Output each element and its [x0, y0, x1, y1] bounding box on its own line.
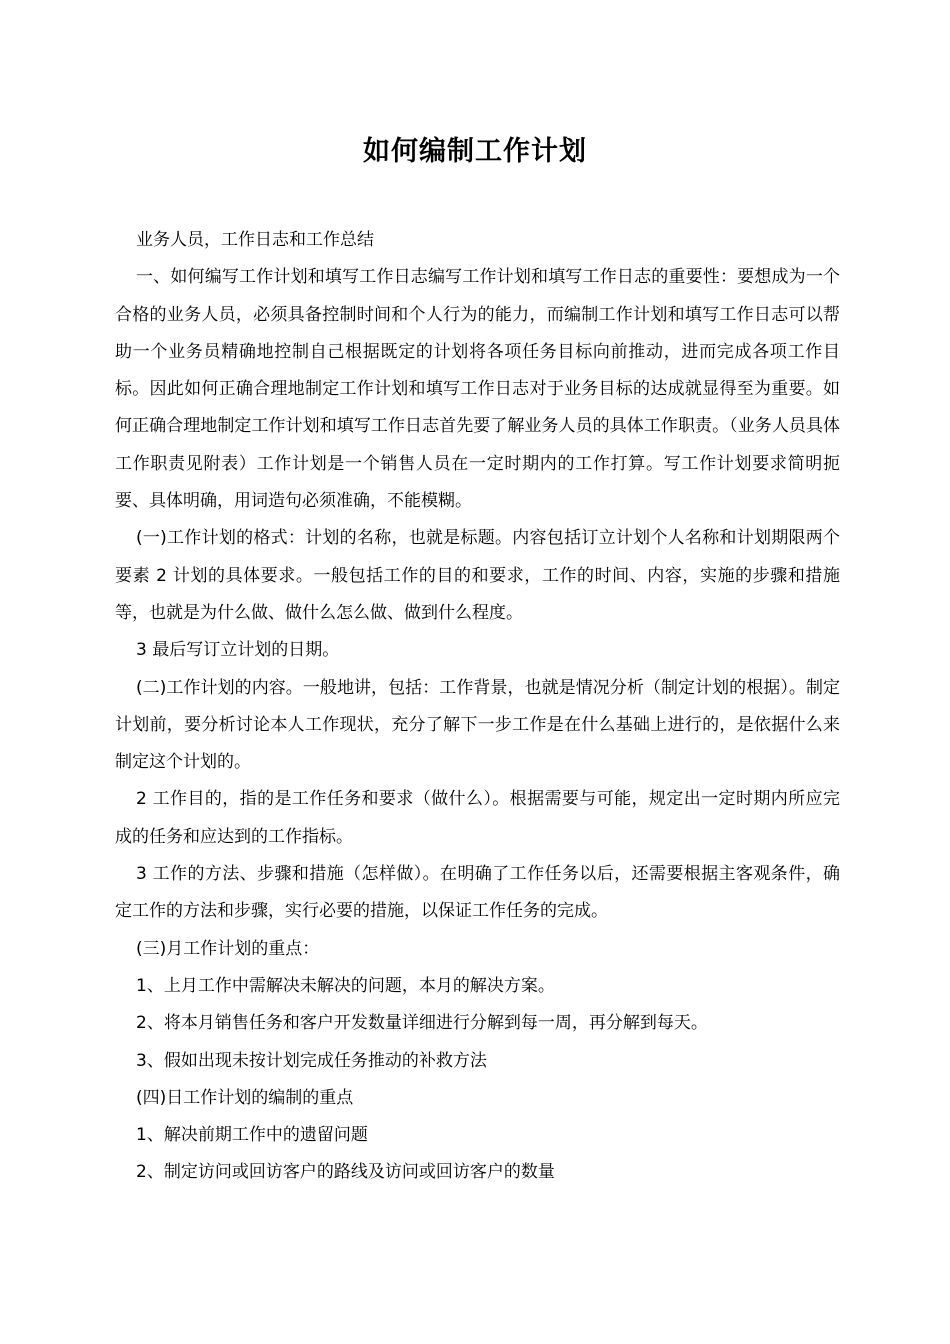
paragraph-monthly-heading: (三)月工作计划的重点： [136, 938, 320, 959]
paragraph-plan-methods: 3 工作的方法、步骤和措施（怎样做）。在明确了工作任务以后，还需要根据主客观条件，确定工作的方法和步骤，实行必要的措施，以保证工作任务的完成。 [115, 864, 840, 922]
paragraph-daily-heading: (四)日工作计划的编制的重点 [136, 1087, 354, 1108]
paragraph-monthly-item-2: 2、将本月销售任务和客户开发数量详细进行分解到每一周，再分解到每天。 [136, 1013, 708, 1034]
paragraph-plan-format: (一)工作计划的格式：计划的名称，也就是标题。内容包括订立计划个人名称和计划期限两个要素 2 计划的具体要求。一般包括工作的目的和要求，工作的时间、内容，实施的步骤和措施等，也就是为什么做、做什么怎么做、做到什么程度。 [115, 528, 840, 623]
document-title: 如何编制工作计划 [363, 136, 587, 167]
paragraph-plan-purpose: 2 工作目的，指的是工作任务和要求（做什么）。根据需要与可能，规定出一定时期内所应完成的任务和应达到的工作指标。 [115, 789, 840, 847]
paragraph-plan-date: 3 最后写订立计划的日期。 [136, 640, 340, 661]
paragraph-monthly-item-3: 3、假如出现未按计划完成任务推动的补救方法 [136, 1050, 487, 1071]
paragraph-daily-item-1: 1、解决前期工作中的遗留问题 [136, 1125, 368, 1146]
paragraph-intro: 业务人员，工作日志和工作总结 [136, 230, 374, 250]
document-body [115, 222, 840, 1192]
paragraph-daily-item-2: 2、制定访问或回访客户的路线及访问或回访客户的数量 [136, 1162, 555, 1183]
paragraph-monthly-item-1: 1、上月工作中需解决未解决的问题，本月的解决方案。 [136, 975, 555, 996]
paragraph-section-1: 一、如何编写工作计划和填写工作日志编写工作计划和填写工作日志的重要性：要想成为一个合格的业务人员，必须具备控制时间和个人行为的能力，而编制工作计划和填写工作日志可以帮助一个业务员精确地控制自己根据既定的计划将各项任务目标向前推动，进而完成各项工作目标。因此如何正确合理地制定工作计划和填写工作日志对于业务目标的达成就显得至为重要。如何正确合理地制定工作计划和填写工作日志首先要了解业务人员的具体工作职责。（业务人员具体工作职责见附表）工作计划是一个销售人员在一定时期内的工作打算。写工作计划要求简明扼要、具体明确，用词造句必须准确，不能模糊。 [115, 267, 840, 512]
paragraph-plan-content: (二)工作计划的内容。一般地讲，包括：工作背景，也就是情况分析（制定计划的根据）。制定计划前，要分析讨论本人工作现状，充分了解下一步工作是在什么基础上进行的，是依据什么来制定这个计划的。 [115, 677, 840, 773]
